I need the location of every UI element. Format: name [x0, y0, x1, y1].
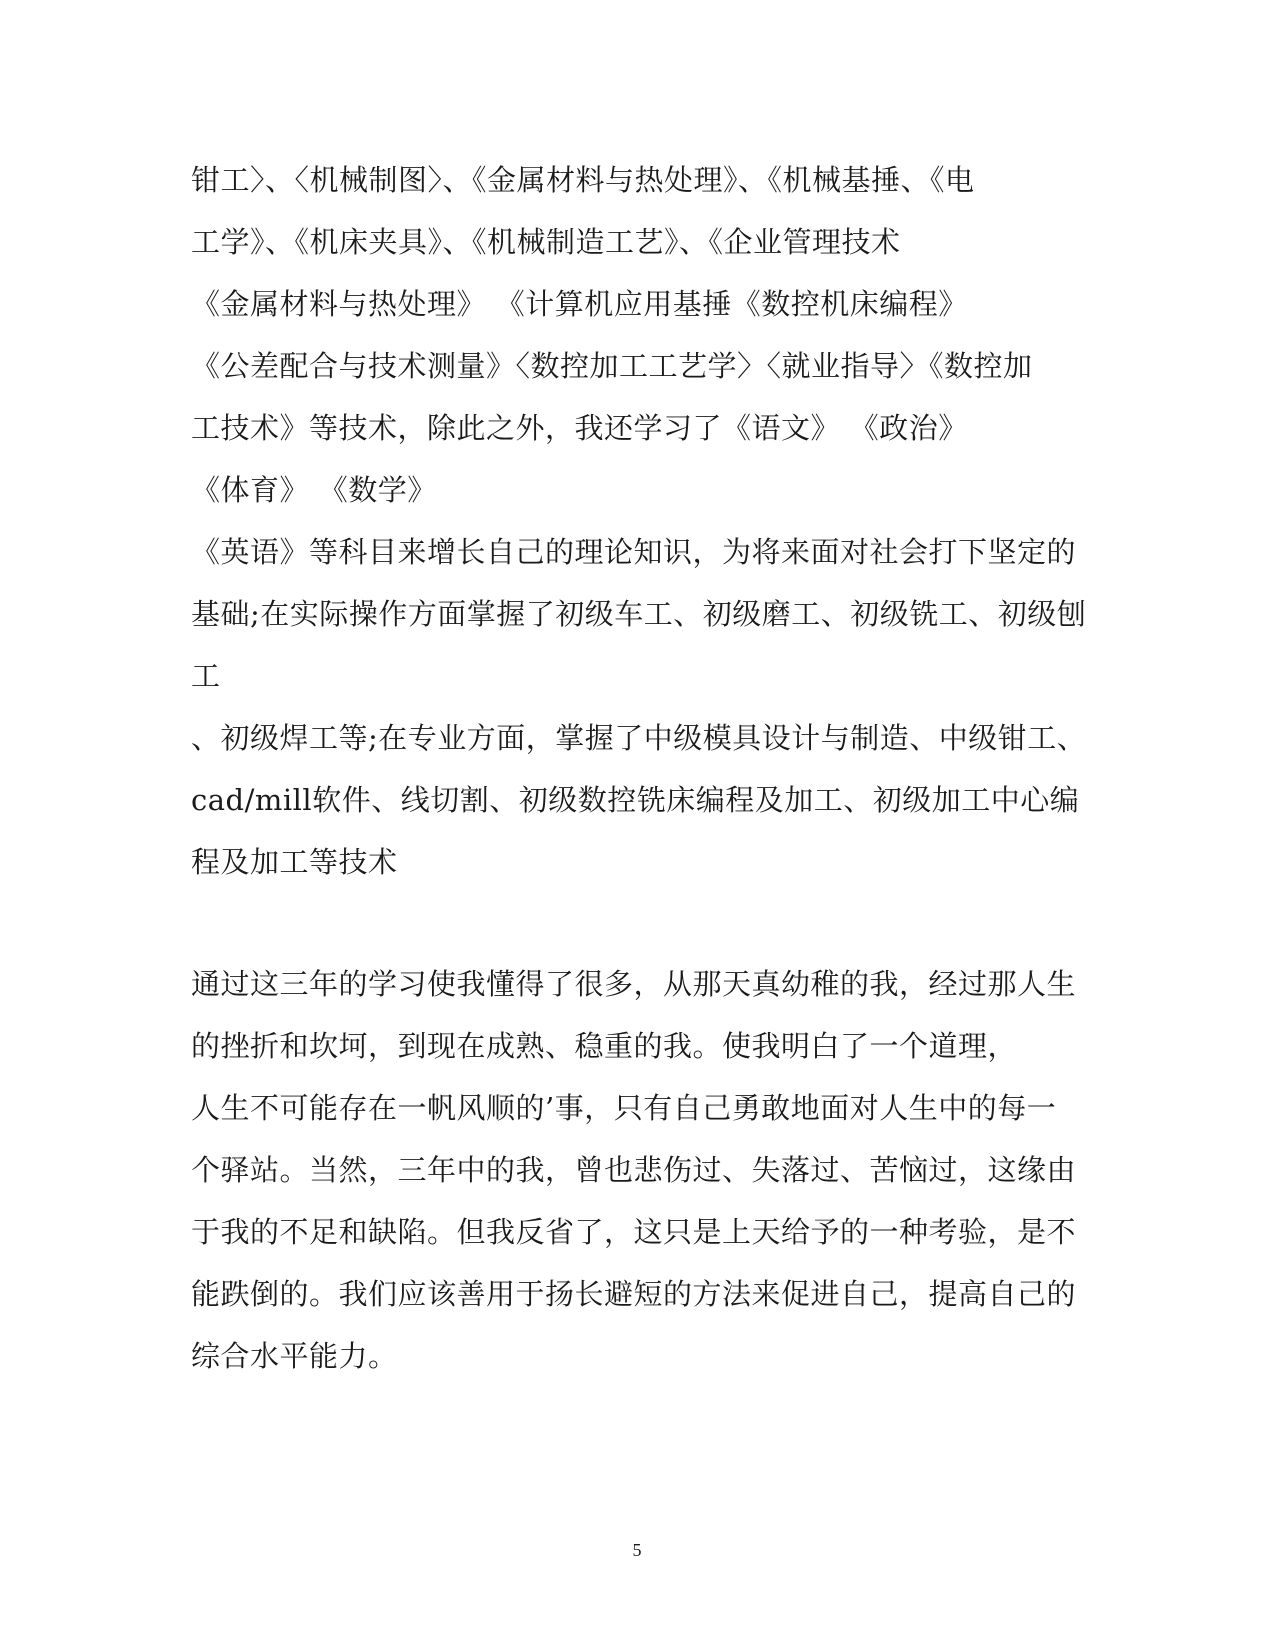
text-line: 工: [191, 659, 221, 693]
text-line: 工学》、《机床夹具》、《机械制造工艺》、《企业管理技术: [191, 225, 901, 259]
text-line: 《英语》等科目来增长自己的理论知识，为将来面对社会打下坚定的: [191, 535, 1077, 569]
text-line: 通过这三年的学习使我懂得了很多，从那天真幼稚的我，经过那人生: [191, 967, 1077, 1001]
text-line: 人生不可能存在一帆风顺的’事，只有自己勇敢地面对人生中的每一: [191, 1091, 1057, 1125]
text-line: 能跌倒的。我们应该善用于扬长避短的方法来促进自己，提高自己的: [191, 1277, 1077, 1311]
text-line: 于我的不足和缺陷。但我反省了，这只是上天给予的一种考验，是不: [191, 1215, 1077, 1249]
text-line: 《体育》 《数学》: [191, 473, 437, 507]
text-line: 个驿站。当然，三年中的我，曾也悲伤过、失落过、苦恼过，这缘由: [191, 1153, 1077, 1187]
text-line: 《公差配合与技术测量》〈数控加工工艺学〉〈就业指导〉《数控加: [191, 349, 1033, 383]
text-line: 钳工〉、〈机械制图〉、《金属材料与热处理》、《机械基捶、《电: [191, 163, 975, 197]
text-line: 程及加工等技术: [191, 845, 398, 879]
text-line: 基础;在实际操作方面掌握了初级车工、初级磨工、初级铣工、初级刨: [191, 597, 1087, 631]
text-line: 的挫折和坎坷，到现在成熟、稳重的我。使我明白了一个道理，: [191, 1029, 1018, 1063]
text-line: cad/mill软件、线切割、初级数控铣床编程及加工、初级加工中心编: [191, 783, 1080, 817]
text-line: 综合水平能力。: [191, 1339, 398, 1373]
text-line: 《金属材料与热处理》 《计算机应用基捶《数控机床编程》: [191, 287, 968, 321]
text-line: 、初级焊工等;在专业方面，掌握了中级模具设计与制造、中级钳工、: [191, 721, 1087, 755]
page-number: 5: [632, 1540, 642, 1560]
text-line: 工技术》等技术，除此之外，我还学习了《语文》 《政治》: [191, 411, 968, 445]
